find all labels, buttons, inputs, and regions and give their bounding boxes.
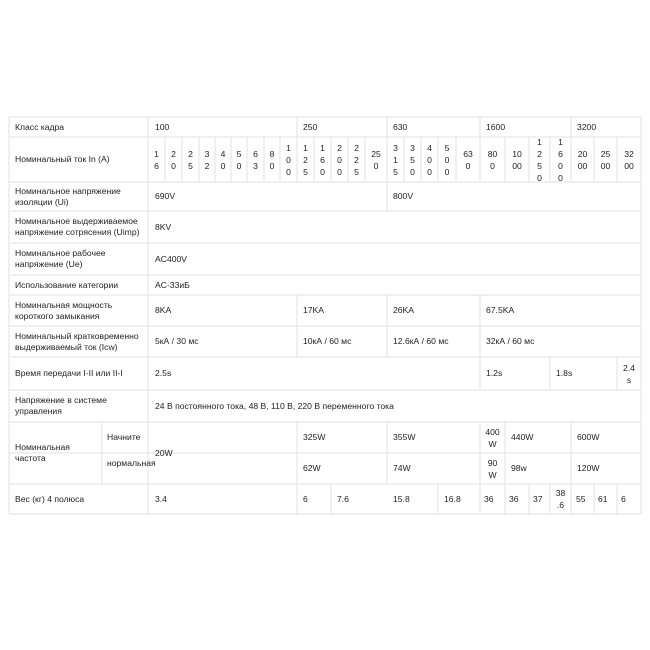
weight-value: 61: [598, 493, 608, 504]
frequency-start-value: 325W: [303, 432, 326, 442]
weight-value: 55: [576, 493, 586, 504]
making-capacity-value: 67.5KA: [486, 305, 515, 315]
rated-current-value: 1 6 0 0: [558, 136, 563, 183]
control-voltage-value: 24 В постоянного тока, 48 В, 110 В, 220 В переменного тока: [155, 400, 394, 411]
rated-current-value: 2 5: [188, 148, 193, 171]
rated-current-value: 1 6: [154, 148, 159, 171]
short-time-current-value: 12.6кА / 60 мс: [393, 336, 449, 346]
frequency-start-value: 20W: [155, 447, 173, 458]
weight-value: 6: [621, 493, 626, 504]
rated-current-value: 4 0: [220, 148, 226, 171]
frame-class-value: 3200: [577, 121, 597, 132]
weight-value: 36: [509, 493, 519, 504]
rated-current-value: 5 0 0: [444, 142, 450, 177]
rated-current-value: 1 2 5 0: [537, 136, 542, 183]
transfer-time-label: Время передачи I-II или II-I: [15, 368, 123, 378]
weight-value: 7.6: [337, 493, 349, 504]
rated-current-value: 10 00: [512, 148, 522, 171]
control-voltage-label: Напряжение в системе управления: [15, 395, 107, 416]
working-voltage-value: AC400V: [155, 253, 188, 264]
rated-current-value: 2 2 5: [354, 142, 359, 177]
making-capacity-value: 26KA: [393, 305, 415, 315]
transfer-time-value: 2.4 s: [623, 362, 635, 385]
making-capacity-value: 17KA: [303, 305, 325, 315]
rated-current-value: 1 0 0: [286, 142, 291, 177]
rated-frequency-label: Номинальная частота: [15, 442, 70, 463]
transfer-time-value: 1.2s: [486, 368, 503, 378]
frequency-normal-value: 98w: [511, 463, 527, 473]
impulse-voltage-label: Номинальное выдерживаемое напряжение сотрясения (Uimp): [15, 216, 140, 237]
frequency-start-value: 400 W: [485, 426, 500, 449]
making-capacity-value: 8KA: [155, 305, 172, 315]
frequency-normal-value: 120W: [577, 463, 600, 473]
rated-current-value: 20 00: [577, 148, 588, 171]
frequency-normal-value: 62W: [303, 463, 321, 473]
rated-current-value: 2 0: [171, 148, 176, 171]
frequency-normal-value: 90 W: [487, 457, 498, 480]
frame-class-value: 100: [155, 121, 170, 132]
weight-value: 16.8: [444, 493, 461, 504]
frequency-normal-value: 74W: [393, 463, 411, 473]
working-voltage-label: Номинальное рабочее напряжение (Ue): [15, 248, 106, 269]
frequency-start-label: Начните: [107, 432, 141, 442]
transfer-time-value: 2.5s: [155, 368, 172, 378]
rated-current-value: 3 1 5: [393, 142, 398, 177]
rated-current-value: 1 6 0: [320, 142, 325, 177]
impulse-voltage-value: 8KV: [155, 221, 172, 232]
rated-current-value: 63 0: [463, 148, 473, 171]
rated-current-value: 80 0: [487, 148, 498, 171]
weight-value: 37: [533, 493, 543, 504]
transfer-time-value: 1.8s: [556, 368, 573, 378]
rated-current-value: 6 3: [253, 148, 258, 171]
frame-class-value: 630: [393, 121, 408, 132]
rated-current-value: 25 00: [600, 148, 611, 171]
rated-current-value: 2 0 0: [337, 142, 342, 177]
weight-value: 3.4: [155, 493, 167, 504]
short-time-current-label: Номинальный кратковременно выдерживаемый ток (Icw): [15, 330, 139, 352]
weight-value: 6: [303, 493, 308, 504]
rated-current-value: 4 0 0: [427, 142, 432, 177]
frame-class-value: 1600: [486, 121, 506, 132]
usage-category-label: Использование категории: [15, 279, 119, 290]
rated-current-value: 8 0: [269, 148, 275, 171]
rated-current-value: 3 2: [204, 148, 210, 171]
short-time-current-value: 5кА / 30 мс: [155, 336, 199, 346]
short-time-current-value: 10кА / 60 мс: [303, 336, 352, 346]
weight-value: 15.8: [393, 493, 410, 504]
rated-current-value: 3 5 0: [410, 142, 415, 177]
rated-current-value: 1 2 5: [303, 142, 308, 177]
frequency-start-value: 355W: [393, 432, 416, 442]
rated-current-value: 32 00: [624, 148, 634, 171]
weight-label: Вес (кг) 4 полюса: [15, 493, 85, 504]
insulation-voltage-value: 690V: [155, 191, 176, 201]
rated-current-value: 5 0: [236, 148, 242, 171]
frame-class-label: Класс кадра: [15, 121, 65, 132]
short-time-current-value: 32кА / 60 мс: [486, 336, 535, 346]
rated-current-value: 25 0: [371, 148, 381, 171]
insulation-voltage-label: Номинальное напряжение изоляции (Ui): [15, 185, 121, 207]
frequency-start-value: 600W: [577, 432, 600, 442]
frequency-normal-label: нормальная: [107, 457, 156, 468]
insulation-voltage-value: 800V: [393, 191, 414, 201]
usage-category-value: AC-33иБ: [155, 279, 190, 290]
rated-current-label: Номинальный ток In (A): [15, 154, 110, 164]
frame-class-value: 250: [303, 121, 318, 132]
weight-value: 36: [484, 493, 494, 504]
weight-value: 38 .6: [555, 488, 566, 510]
frequency-start-value: 440W: [511, 432, 534, 442]
making-capacity-label: Номинальная мощность короткого замыкания: [15, 299, 113, 321]
